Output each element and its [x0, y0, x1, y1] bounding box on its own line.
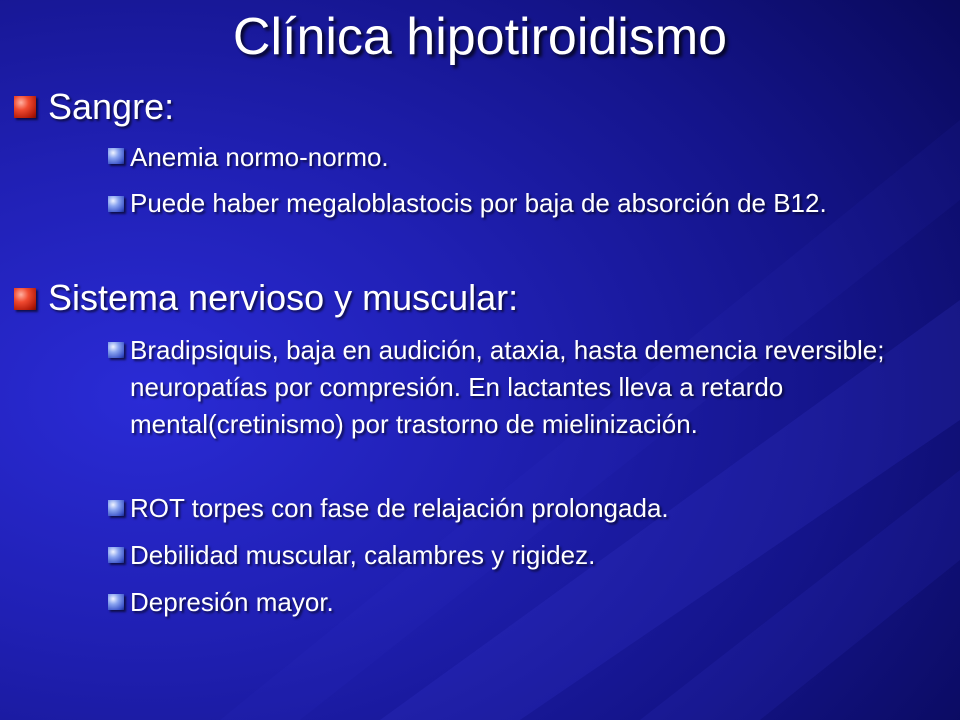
section-heading-sistema-nervioso: Sistema nervioso y muscular:: [48, 277, 519, 318]
section-heading-sangre: Sangre:: [48, 86, 175, 127]
slide-title: Clínica hipotiroidismo: [232, 8, 728, 66]
blue-square-bullet-icon: [108, 594, 124, 610]
blue-square-bullet-icon: [108, 342, 124, 358]
bullet-item: Depresión mayor.: [130, 587, 334, 617]
bullet-item: ROT torpes con fase de relajación prolongada.: [130, 493, 669, 523]
blue-square-bullet-icon: [108, 500, 124, 516]
bullet-item: Debilidad muscular, calambres y rigidez.: [130, 540, 596, 570]
bullet-item: Puede haber megaloblastocis por baja de absorción de B12.: [130, 188, 827, 218]
blue-square-bullet-icon: [108, 196, 124, 212]
bullet-item: Anemia normo-normo.: [130, 142, 389, 172]
red-square-bullet-icon: [14, 288, 36, 310]
red-square-bullet-icon: [14, 96, 36, 118]
blue-square-bullet-icon: [108, 547, 124, 563]
bullet-item: Bradipsiquis, baja en audición, ataxia, hasta demencia reversible; neuropatías por compresión. En lactantes lleva a retardo mental(cretinismo) por trastorno de mielinización.: [130, 335, 885, 439]
blue-square-bullet-icon: [108, 148, 124, 164]
